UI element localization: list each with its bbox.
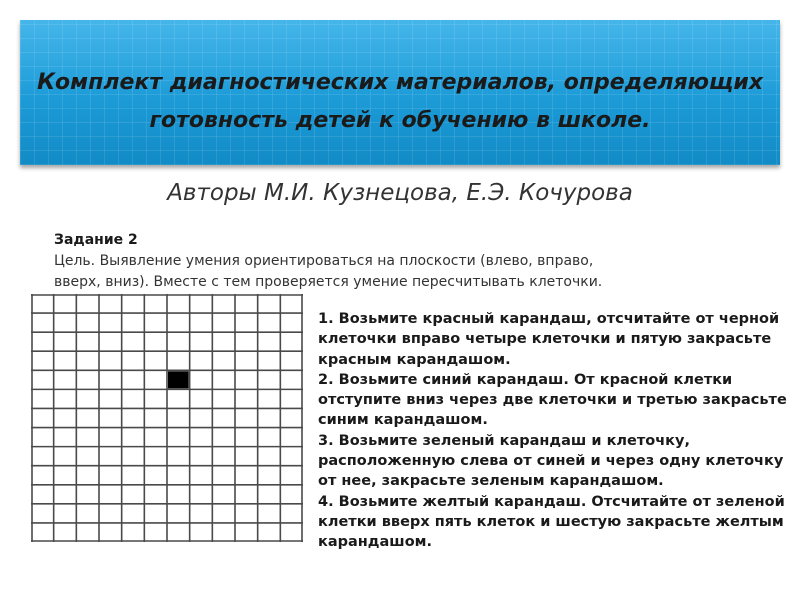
step-line-6: синим карандашом.	[318, 412, 488, 429]
title-line-2: готовность детей к обучению в школе.	[149, 108, 651, 133]
task-goal	[54, 251, 714, 293]
step-line-8: расположенную слева от синей и через одну клеточку	[318, 453, 784, 470]
task-title: Задание 2	[54, 232, 138, 248]
step-line-7: 3. Возьмите зеленый карандаш и клеточку,	[318, 432, 690, 449]
goal-line-2: вверх, вниз). Вместе с тем проверяется умение пересчитывать клеточки.	[54, 274, 603, 290]
slide-title	[0, 64, 800, 144]
step-line-12: карандашом.	[318, 534, 433, 551]
authors: Авторы М.И. Кузнецова, Е.Э. Кочурова	[167, 180, 633, 206]
step-line-2: клеточки вправо четыре клеточки и пятую закрасьте	[318, 331, 772, 348]
grid-drawing	[31, 294, 303, 542]
step-line-4: 2. Возьмите синий карандаш. От красной клетки	[318, 371, 733, 388]
title-line-1: Комплект диагностических материалов, определяющих	[37, 70, 763, 95]
step-line-9: от нее, закрасьте зеленым карандашом.	[318, 473, 664, 490]
step-line-1: 1. Возьмите красный карандаш, отсчитайте от черной	[318, 311, 780, 327]
step-line-11: клетки вверх пять клеток и шестую закрасьте желтым	[318, 513, 784, 530]
instructions	[318, 309, 800, 594]
step-line-10: 4. Возьмите желтый карандаш. Отсчитайте от зеленой	[318, 493, 785, 510]
step-line-3: красным карандашом.	[318, 351, 511, 368]
black-cell	[168, 371, 189, 388]
step-line-5: отступите вниз через две клеточки и третью закрасьте	[318, 392, 787, 409]
goal-line-1: Цель. Выявление умения ориентироваться на плоскости (влево, вправо,	[54, 253, 594, 269]
grid-worksheet	[31, 294, 303, 542]
